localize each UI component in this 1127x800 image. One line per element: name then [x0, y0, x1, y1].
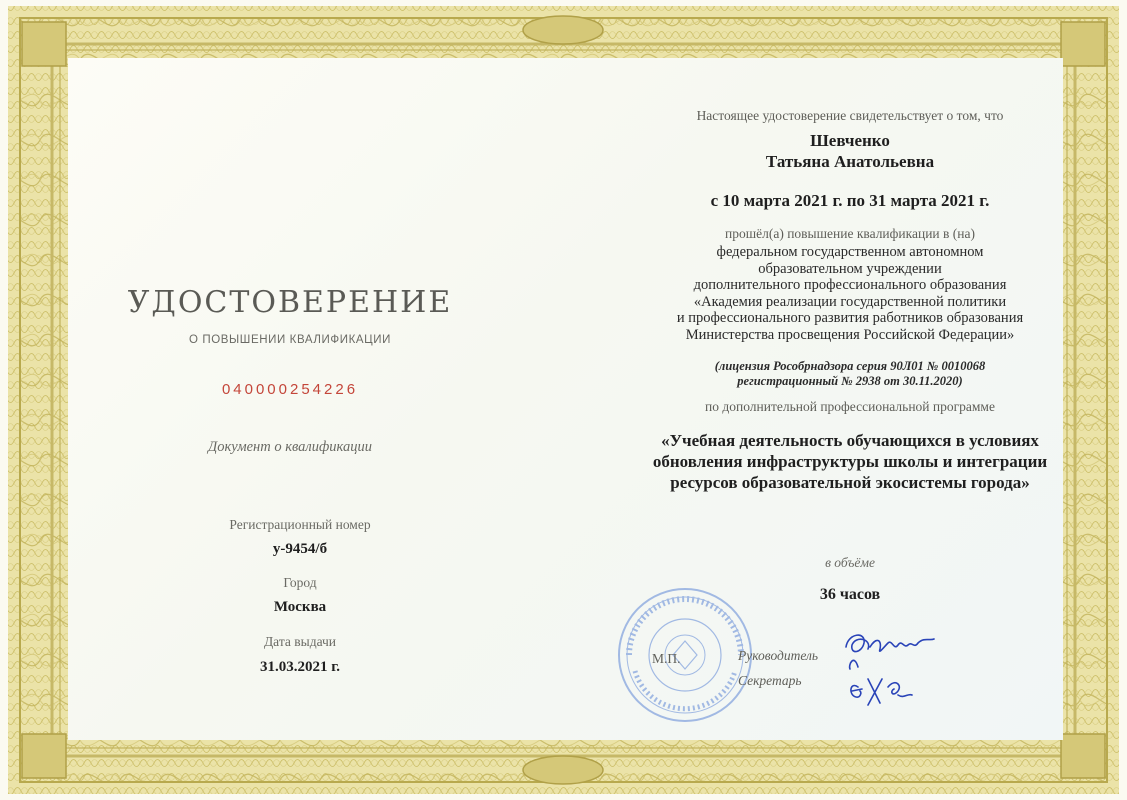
city-label: Город — [283, 575, 317, 590]
recipient-last-name: Шевченко — [810, 131, 890, 150]
org-line: Министерства просвещения Российской Федерации» — [685, 326, 1015, 343]
issue-date: 31.03.2021 г. — [259, 659, 341, 675]
certificate-title: УДОСТОВЕРЕНИЕ — [127, 285, 453, 320]
registration-number: у-9454/б — [272, 541, 328, 557]
program-line: ресурсов образовательной экосистемы города» — [670, 473, 1030, 492]
seal-label: М.П. — [652, 651, 681, 666]
organization-name — [600, 244, 1100, 343]
document-type: Документ о квалификации — [208, 439, 372, 455]
license-line: регистрационный № 2938 от 30.11.2020) — [737, 374, 963, 388]
program-line: обновления инфраструктуры школы и интеграции — [652, 452, 1048, 471]
org-line: образовательном учреждении — [758, 260, 942, 277]
volume-label: в объёме — [825, 555, 875, 570]
official-stamp-icon — [615, 585, 755, 725]
issue-date-label: Дата выдачи — [263, 634, 337, 649]
recipient-name — [620, 130, 1080, 172]
program-line: «Учебная деятельность обучающихся в условиях — [661, 431, 1039, 450]
certificate-subtitle: О ПОВЫШЕНИИ КВАЛИФИКАЦИИ — [189, 334, 391, 346]
program-intro: по дополнительной профессиональной программе — [705, 399, 995, 414]
passed-text: прошёл(а) повышение квалификации в (на) — [725, 226, 975, 241]
org-line: «Академия реализации государственной политики — [693, 293, 1007, 310]
city-value: Москва — [273, 599, 327, 615]
org-line: и профессионального развития работников образования — [676, 310, 1024, 326]
serial-number: 040000254226 — [221, 381, 359, 398]
volume-value: 36 часов — [819, 586, 881, 603]
license-line: (лицензия Рособрнадзора серия 90Л01 № 0010068 — [714, 359, 986, 373]
org-line: дополнительного профессионального образования — [693, 277, 1007, 293]
head-label: Руководитель — [738, 648, 819, 663]
license-info — [600, 359, 1100, 389]
registration-label: Регистрационный номер — [229, 517, 371, 532]
signatures-icon — [838, 625, 938, 710]
intro-text: Настоящее удостоверение свидетельствует о том, что — [696, 108, 1004, 123]
secretary-label: Секретарь — [738, 673, 802, 688]
program-title — [600, 430, 1100, 493]
org-line: федеральном государственном автономном — [716, 244, 984, 260]
training-dates: с 10 марта 2021 г. по 31 марта 2021 г. — [710, 191, 990, 210]
recipient-first-middle-name: Татьяна Анатольевна — [765, 152, 935, 171]
